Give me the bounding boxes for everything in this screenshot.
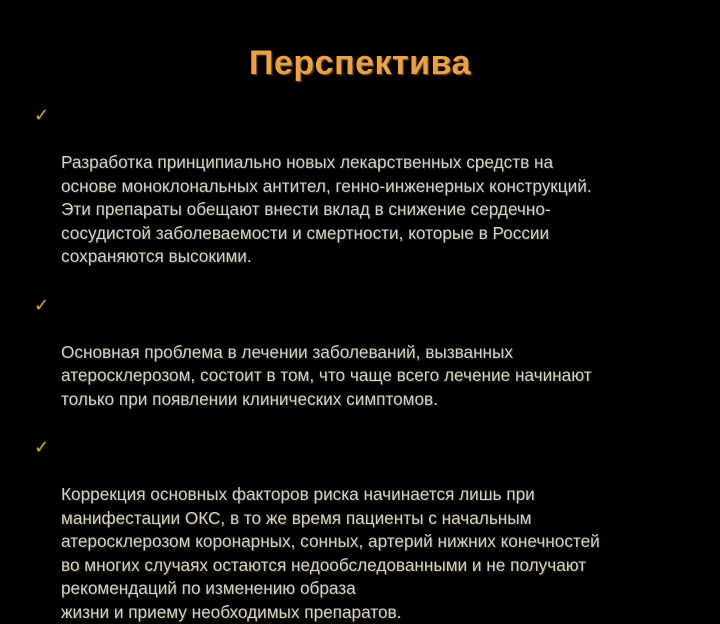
checkmark-icon: ✓ xyxy=(34,105,50,126)
bullet-item xyxy=(34,436,694,624)
bullet-item xyxy=(34,104,694,269)
bullet-text: Коррекция основных факторов риска начинается лишь при манифестации ОКС, в то же время пациенты с начальным атеросклерозом коронарных, сонных, артерий нижних конечностей во многих случаях остаются недообследованными и не получают рекомендаций по изменению образа жизни и приему необходимых препаратов. xyxy=(61,484,600,622)
bullet-item xyxy=(34,294,694,412)
checkmark-icon: ✓ xyxy=(34,437,50,458)
bullet-text: Разработка принципиально новых лекарственных средств на основе моноклональных антител, генно-инженерных конструкций. Эти препараты обещают внести вклад в снижение сердечно- сосудистой заболеваемости и смертности, которые в России сохраняются высокими. xyxy=(61,152,592,266)
slide-title: Перспектива xyxy=(249,44,471,82)
checkmark-icon: ✓ xyxy=(34,294,50,316)
bullet-text: Основная проблема в лечении заболеваний, вызванных атеросклерозом, состоит в том, что чаще всего лечение начинают только при появлении клинических симптомов. xyxy=(61,341,592,409)
bullet-list xyxy=(34,104,694,624)
